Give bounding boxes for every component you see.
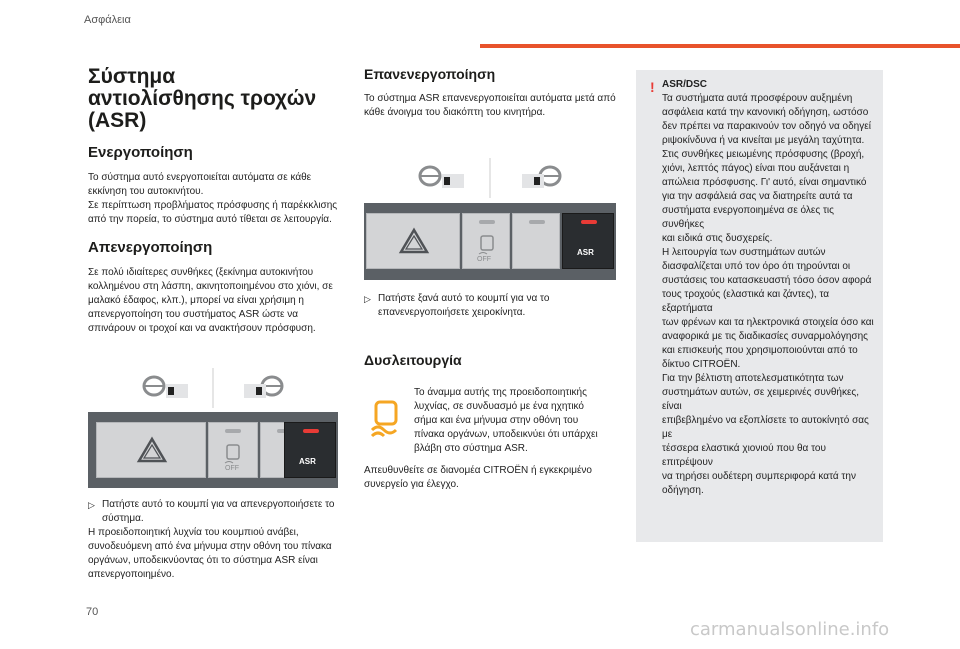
activation-paragraph-2: Σε περίπτωση προβλήματος πρόσφυσης ή παρέκκλισης από την πορεία, το σύστημα αυτό τίθεται σε λειτουργία. [88, 200, 338, 225]
asr-led [581, 220, 597, 224]
blank-button[interactable] [512, 213, 560, 269]
warning-line: διασφαλίζεται υπό τον όρο ότι τηρούνται οι [662, 261, 851, 272]
hazard-triangle-icon [367, 214, 461, 270]
warning-text [662, 78, 878, 498]
deactivation-step [88, 498, 338, 526]
warning-line: και επισκευής που χρησιμοποιούνται από το [662, 345, 858, 356]
deactivation-step-text: Πατήστε αυτό το κουμπί για να απενεργοποιήσετε το σύστημα. [102, 499, 335, 524]
warning-line: χιόνι, λεπτός πάγος) είναι που αυξάνεται η [662, 163, 850, 174]
malfunction-paragraph: Το άναμμα αυτής της προειδοποιητικής λυχνίας, σε συνδυασμό με ένα ηχητικό σήμα και ένα μήνυμα στην οθόνη του πίνακα οργάνων, υποδεικνύει ότι υπάρχει βλάβη στο σύστημα ASR. [414, 387, 598, 454]
warning-line: τέσσερα ελαστικά χιονιού που θα του επιτρέψουν [662, 443, 826, 468]
malfunction-heading: Δυσλειτουργία [364, 352, 462, 368]
warning-line: δίκτυο CITROËN. [662, 359, 741, 370]
reactivation-heading: Επανενεργοποίηση [364, 66, 496, 82]
warning-line: συστημάτων αυτών, σε χειμερινές συνθήκες, είναι [662, 387, 860, 412]
warning-line: Για την βέλτιστη αποτελεσματικότητα των [662, 373, 844, 384]
steering-illustration-2 [364, 156, 616, 200]
hazard-button[interactable] [96, 422, 206, 478]
off-label: OFF [477, 256, 491, 263]
arrow-icon: ▷ [88, 500, 95, 510]
reactivation-instructions [364, 292, 616, 320]
control-panel-1 [88, 412, 338, 488]
reactivation-paragraph: Το σύστημα ASR επανενεργοποιείται αυτόματα μετά από κάθε άνοιγμα του διακόπτη του κινητήρα. [364, 93, 616, 118]
warning-line: Στις συνθήκες μειωμένης πρόσφυσης (βροχή, [662, 149, 865, 160]
activation-heading: Ενεργοποίηση [88, 144, 193, 161]
reactivation-step [364, 292, 616, 320]
deactivation-heading: Απενεργοποίηση [88, 239, 213, 256]
steering-wheels-icon [88, 366, 338, 410]
asr-button[interactable] [562, 213, 614, 269]
esp-led [479, 220, 495, 224]
warning-line: απώλεια πρόσφυσης. Γι' αυτό, είναι σημαντικό [662, 177, 867, 188]
asr-label: ASR [577, 248, 594, 257]
steering-wheels-icon [364, 156, 616, 200]
steering-illustration-1 [88, 366, 338, 410]
column-asr [88, 66, 338, 336]
asr-button[interactable] [284, 422, 336, 478]
asr-warning-lamp-icon [366, 398, 406, 443]
reactivation-step-text: Πατήστε ξανά αυτό το κουμπί για να το επανενεργοποιήσετε χειροκίνητα. [378, 293, 550, 318]
hazard-triangle-icon [97, 423, 207, 479]
exclamation-icon: ! [650, 79, 655, 95]
warning-line: δεν πρέπει να παρακινούν τον οδηγό να οδηγεί [662, 121, 871, 132]
deactivation-paragraph: Σε πολύ ιδιαίτερες συνθήκες (ξεκίνημα αυτοκινήτου κολλημένου στη λάσπη, ακινητοποιημένου στο χιόνι, σε μαλακό έδαφος, κλπ.), μπορεί να είναι χρήσιμη η απενεργοποίηση του συστήματος ASR ώστε να σπινάρουν οι τροχοί και να ανακτήσουν πρόσφυση. [88, 267, 333, 334]
asr-label: ASR [299, 457, 316, 466]
warning-line: Τα συστήματα αυτά προσφέρουν αυξημένη [662, 93, 853, 104]
deactivation-instructions [88, 498, 338, 582]
arrow-icon: ▷ [364, 294, 371, 304]
page-number: 70 [86, 606, 99, 618]
column-reactivation [364, 66, 622, 120]
warning-line: οδήγηση. [662, 485, 704, 496]
off-label: OFF [225, 465, 239, 472]
warning-line: να τηρήσει ουδέτερη συμπεριφορά κατά την [662, 471, 856, 482]
header-accent-bar [480, 44, 960, 48]
contact-paragraph: Απευθυνθείτε σε διανομέα CITROËN ή εγκεκριμένο συνεργείο για έλεγχο. [364, 465, 592, 490]
esp-led [225, 429, 241, 433]
warning-line: και ειδικά στις δυσχερείς. [662, 233, 773, 244]
header-section-title: Ασφάλεια [84, 14, 131, 26]
warning-line: συστήματα ενεργοποιημένα σε όλες τις συνθήκες [662, 205, 834, 230]
warning-line: ασφάλεια κατά την κανονική οδήγηση, ωστόσο [662, 107, 869, 118]
asr-led [303, 429, 319, 433]
warning-title: ASR/DSC [662, 79, 708, 90]
deactivation-result: Η προειδοποιητική λυχνία του κουμπιού ανάβει, συνοδευόμενη από ένα μήνυμα στην οθόνη του πίνακα οργάνων, υποδεικνύοντας ότι το σύστημα ASR είναι απενεργοποιημένο. [88, 527, 332, 580]
warning-line: συστάσεις του κατασκευαστή τόσο όσον αφορά [662, 275, 872, 286]
warning-line: τους τροχούς (ελαστικά και ζάντες), τα εξαρτήματα [662, 289, 830, 314]
page-title: Σύστημα αντιολίσθησης τροχών (ASR) [88, 65, 317, 132]
warning-line: Η λειτουργία των συστημάτων αυτών [662, 247, 826, 258]
activation-paragraph-1: Το σύστημα αυτό ενεργοποιείται αυτόματα σε κάθε εκκίνηση του αυτοκινήτου. [88, 172, 312, 197]
hazard-button[interactable] [366, 213, 460, 269]
watermark: carmanualsonline.info [690, 619, 890, 640]
warning-line: αναφορικά με τις διαδικασίες συναρμολόγησης [662, 331, 868, 342]
warning-line: επιβεβλημένο να εξοπλίσετε το αυτοκίνητό σας με [662, 415, 869, 440]
warning-line: ριψοκίνδυνα ή να κινείται με μεγάλη ταχύτητα. [662, 135, 865, 146]
esp-off-button[interactable] [462, 213, 510, 269]
warning-line: των φρένων και τα ηλεκτρονικά στοιχεία όσο και [662, 317, 874, 328]
control-panel-2 [364, 203, 616, 280]
blank-led [529, 220, 545, 224]
esp-off-button[interactable] [208, 422, 258, 478]
warning-line: για την ασφάλειά σας να διατηρείτε αυτά τα [662, 191, 853, 202]
